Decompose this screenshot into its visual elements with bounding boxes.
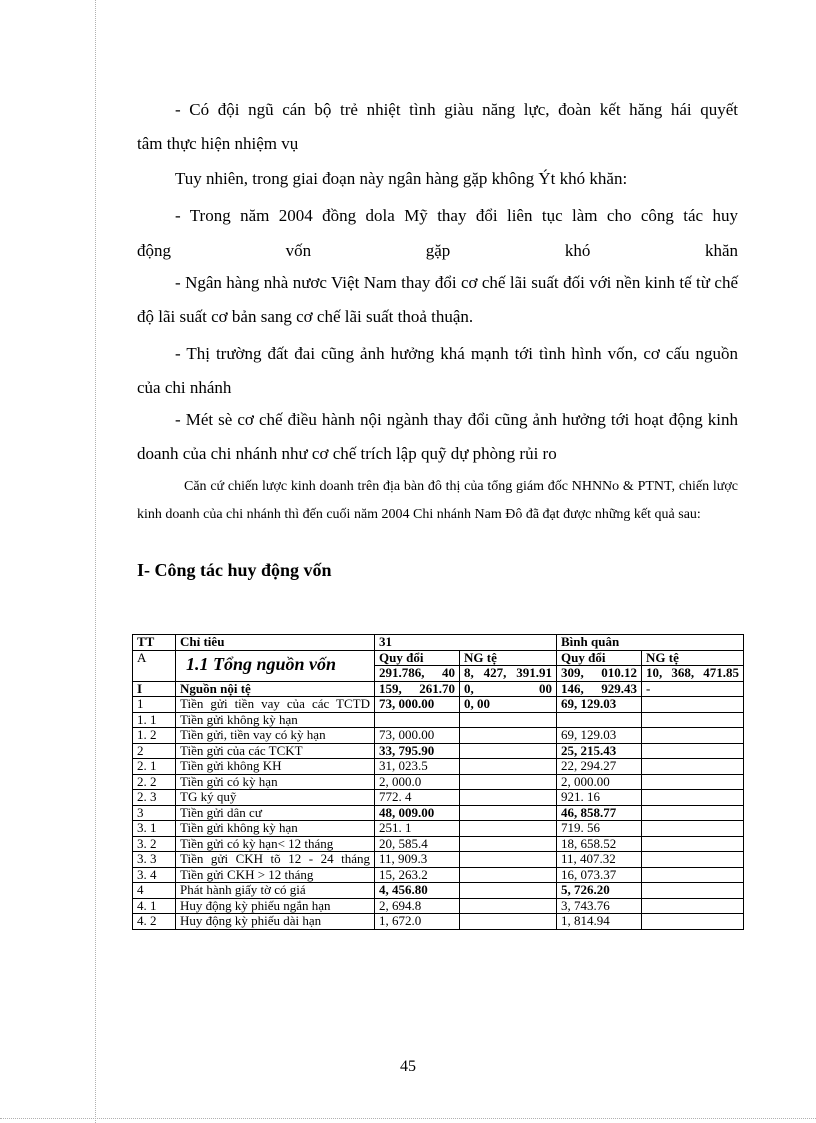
row-ng-te-bq [642,852,744,868]
row-ng-te-31 [460,774,557,790]
header-chi-tieu: Chỉ tiêu [176,635,375,651]
row-ng-te-31: 0, 00 [460,681,557,697]
row-quy-doi-bq [557,712,642,728]
table-row [133,712,744,728]
row-tt: 3. 4 [133,867,176,883]
row-label: Phát hành giấy tờ có giá [176,883,375,899]
table-row [133,790,744,806]
table-row [133,898,744,914]
row-ng-te-bq [642,821,744,837]
paragraph-staff-line2: tâm thực hiện nhiệm vụ [137,134,299,153]
row-ng-te-31 [460,805,557,821]
subheader-ng-te-31: NG tệ [460,650,557,666]
row-quy-doi-bq: 1, 814.94 [557,914,642,930]
paragraph-strategy: Căn cứ chiến lược kinh doanh trên địa bàn đô thị của tổng giám đốc NHNNo & PTNT, chiến lược kinh doanh của chi nhánh thì đến cuối năm 2004 Chi nhánh Nam Đô đã đạt được những kết quả sau: [137,479,738,522]
row-quy-doi-31: 772. 4 [375,790,460,806]
row-quy-doi-31: 11, 909.3 [375,852,460,868]
row-ng-te-bq [642,743,744,759]
row-label: TG ký quỹ [176,790,375,806]
row-tt: 2. 3 [133,790,176,806]
row-label: Tiền gửi có kỳ hạn< 12 tháng [176,836,375,852]
paragraph-staff-line1: - Có đội ngũ cán bộ trẻ nhiệt tình giàu năng lực, đoàn kết hăng hái quyết [175,100,738,119]
row-quy-doi-31: 73, 000.00 [375,697,460,713]
row-ng-te-bq [642,914,744,930]
row-tt: 4. 2 [133,914,176,930]
table-row [133,774,744,790]
row-quy-doi-bq: 46, 858.77 [557,805,642,821]
row-label: Huy động kỳ phiếu ngắn hạn [176,898,375,914]
table-row [133,805,744,821]
total-ng-te-bq: 10, 368, 471.85 [642,666,744,682]
table-row [133,743,744,759]
row-quy-doi-bq: 5, 726.20 [557,883,642,899]
row-tt: 1. 1 [133,712,176,728]
table-row [133,867,744,883]
row-tt: 3 [133,805,176,821]
row-label: Tiền gửi, tiền vay có kỳ hạn [176,728,375,744]
row-label: Tiền gửi không KH [176,759,375,775]
row-ng-te-31 [460,867,557,883]
row-ng-te-31 [460,821,557,837]
row-quy-doi-31: 159, 261.70 [375,681,460,697]
row-label: Nguồn nội tệ [176,681,375,697]
header-tt: TT [133,635,176,651]
row-tt: 3. 1 [133,821,176,837]
row-quy-doi-31: 2, 000.0 [375,774,460,790]
row-label: Tiền gửi dân cư [176,805,375,821]
table-row [133,728,744,744]
row-tt: I [133,681,176,697]
row-ng-te-31 [460,898,557,914]
row-quy-doi-31: 73, 000.00 [375,728,460,744]
row-quy-doi-bq: 719. 56 [557,821,642,837]
row-quy-doi-bq: 22, 294.27 [557,759,642,775]
row-quy-doi-bq: 146, 929.43 [557,681,642,697]
row-ng-te-bq [642,790,744,806]
row-tt: 2. 2 [133,774,176,790]
row-quy-doi-31: 20, 585.4 [375,836,460,852]
row-quy-doi-31: 48, 009.00 [375,805,460,821]
row-ng-te-bq [642,898,744,914]
row-ng-te-bq [642,759,744,775]
header-31: 31 [375,635,557,651]
paragraph-usd-line1: - Trong năm 2004 đồng dola Mỹ thay đổi liên tục làm cho công tác huy [175,206,738,225]
row-ng-te-31: 0, 00 [460,697,557,713]
table-header-row [133,635,744,651]
page-margin-line-left [95,0,96,1123]
row-quy-doi-bq: 3, 743.76 [557,898,642,914]
subheader-quy-doi-31: Quy đổi [375,650,460,666]
paragraph-interest-rate: - Ngân hàng nhà nươc Việt Nam thay đổi cơ chế lãi suất đối với nền kinh tế từ chế độ lãi suất cơ bản sang cơ chế lãi suất thoả thuận. [137,273,738,326]
row-quy-doi-31: 33, 795.90 [375,743,460,759]
row-quy-doi-31: 251. 1 [375,821,460,837]
row-label: Tiền gửi không kỳ hạn [176,712,375,728]
total-quy-doi-31: 291.786, 40 [375,666,460,682]
table-body [133,681,744,929]
row-tt: 4 [133,883,176,899]
row-ng-te-31 [460,883,557,899]
row-label: Tiền gửi có kỳ hạn [176,774,375,790]
row-tt: 3. 3 [133,852,176,868]
row-quy-doi-bq: 16, 073.37 [557,867,642,883]
row-ng-te-31 [460,712,557,728]
paragraph-mechanisms: - Mét sè cơ chế điều hành nội ngành thay đổi cũng ảnh hưởng tới hoạt động kinh doanh của chi nhánh như cơ chế trích lập quỹ dự phòng rủi ro [137,410,738,463]
row-quy-doi-bq: 921. 16 [557,790,642,806]
table-row [133,681,744,697]
total-quy-doi-bq: 309, 010.12 [557,666,642,682]
paragraph-usd-line2: động vốn gặp khó khăn [137,241,738,260]
row-tt: 3. 2 [133,836,176,852]
table-row [133,883,744,899]
section-heading: I- Công tác huy động vốn [137,560,332,580]
row-label: Tiền gửi của các TCKT [176,743,375,759]
row-a-label: 1.1 Tổng nguồn vốn [176,650,375,681]
paragraph-land-market: - Thị trường đất đai cũng ảnh hưởng khá mạnh tới tình hình vốn, cơ cấu nguồn của chi nhánh [137,344,738,397]
row-tt: 4. 1 [133,898,176,914]
row-tt: 1. 2 [133,728,176,744]
row-ng-te-31 [460,728,557,744]
row-label: Tiền gửi CKH > 12 tháng [176,867,375,883]
row-quy-doi-bq: 69, 129.03 [557,728,642,744]
row-ng-te-31 [460,914,557,930]
row-label: Tiền gửi không kỳ hạn [176,821,375,837]
row-ng-te-31 [460,790,557,806]
row-quy-doi-bq: 69, 129.03 [557,697,642,713]
row-ng-te-bq [642,805,744,821]
row-quy-doi-31: 4, 456.80 [375,883,460,899]
row-quy-doi-31 [375,712,460,728]
table-row [133,852,744,868]
row-label: Tiền gửi CKH tõ 12 - 24 tháng [176,852,375,868]
row-label: Huy động kỳ phiếu dài hạn [176,914,375,930]
row-ng-te-bq [642,728,744,744]
table-row [133,836,744,852]
row-ng-te-bq [642,712,744,728]
row-ng-te-31 [460,743,557,759]
row-a-tt: A [133,650,176,681]
row-tt: 1 [133,697,176,713]
table-row [133,759,744,775]
row-tt: 2. 1 [133,759,176,775]
row-ng-te-bq [642,867,744,883]
row-quy-doi-31: 1, 672.0 [375,914,460,930]
row-quy-doi-bq: 2, 000.00 [557,774,642,790]
row-ng-te-bq: - [642,681,744,697]
subheader-quy-doi-bq: Quy đổi [557,650,642,666]
header-binh-quan: Bình quân [557,635,744,651]
row-ng-te-bq [642,836,744,852]
row-ng-te-bq [642,774,744,790]
row-ng-te-bq [642,697,744,713]
total-ng-te-31: 8, 427, 391.91 [460,666,557,682]
row-quy-doi-bq: 11, 407.32 [557,852,642,868]
row-quy-doi-31: 31, 023.5 [375,759,460,775]
row-ng-te-31 [460,836,557,852]
paragraph-difficulties: Tuy nhiên, trong giai đoạn này ngân hàng gặp không Ýt khó khăn: [175,169,628,188]
row-ng-te-bq [642,883,744,899]
page-margin-line-bottom [0,1118,816,1119]
row-ng-te-31 [460,759,557,775]
table-row [133,697,744,713]
row-ng-te-31 [460,852,557,868]
row-quy-doi-bq: 18, 658.52 [557,836,642,852]
table-subheader-row [133,650,744,666]
row-quy-doi-31: 2, 694.8 [375,898,460,914]
row-tt: 2 [133,743,176,759]
row-quy-doi-bq: 25, 215.43 [557,743,642,759]
capital-mobilization-table [132,634,744,930]
page-number: 45 [400,1058,416,1075]
row-label: Tiền gửi tiền vay của các TCTD [176,697,375,713]
subheader-ng-te-bq: NG tệ [642,650,744,666]
table-row [133,821,744,837]
row-quy-doi-31: 15, 263.2 [375,867,460,883]
table-row [133,914,744,930]
